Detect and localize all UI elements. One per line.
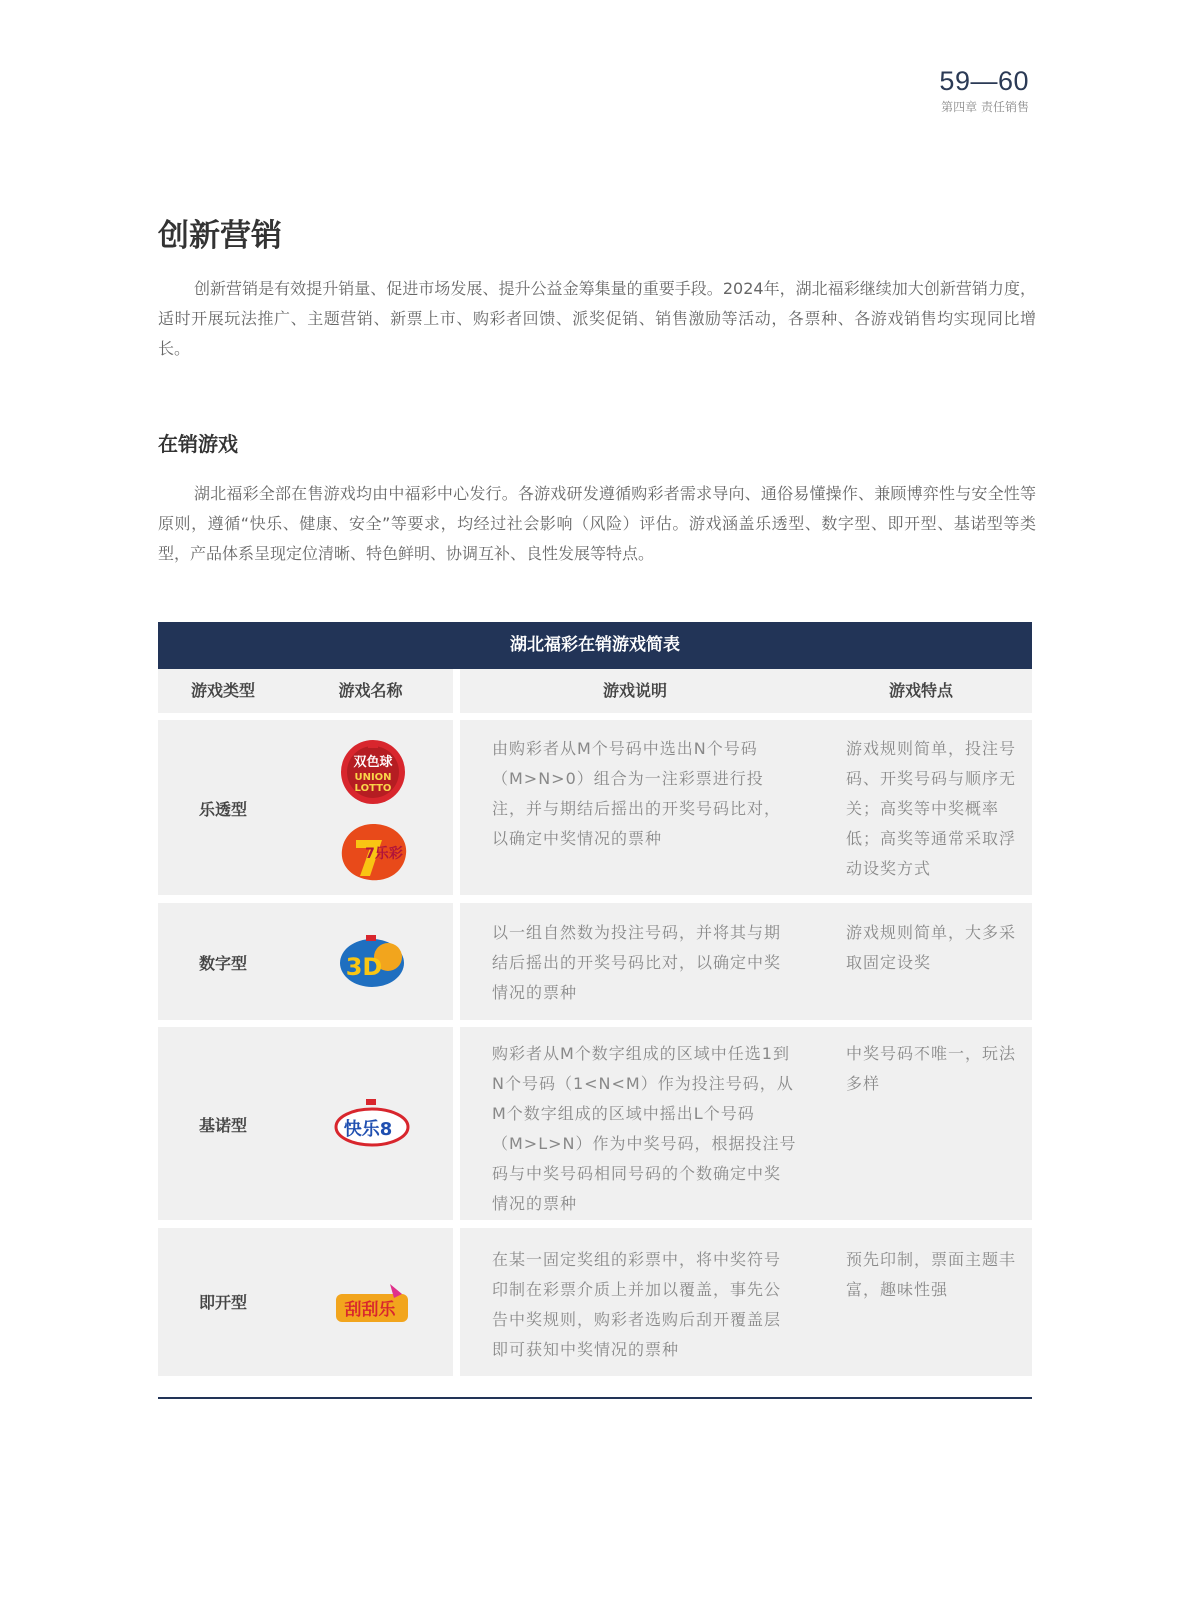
logo-text: 7乐彩 <box>365 846 403 862</box>
row-type: 即开型 <box>198 1293 247 1312</box>
logo-text: 刮刮乐 <box>344 1300 396 1320</box>
table-row <box>158 1027 1032 1220</box>
row-type: 基诺型 <box>198 1116 247 1135</box>
header-feature: 游戏特点 <box>810 669 1032 713</box>
row-description: 以一组自然数为投注号码，并将其与期结后摇出的开奖号码比对，以确定中奖情况的票种 <box>492 923 782 1002</box>
subsection-title: 在销游戏 <box>158 432 238 456</box>
qilecai-logo <box>336 820 410 884</box>
logo-text: 3D <box>345 953 383 981</box>
row-type: 数字型 <box>198 954 247 973</box>
3d-logo <box>336 931 408 991</box>
header-desc: 游戏说明 <box>460 669 810 713</box>
row-description: 购彩者从M个数字组成的区域中任选1到N个号码（1<N<M）作为投注号码，从M个数字组成的区域中摇出L个号码（M>L>N）作为中奖号码，根据投注号码与中奖号码相同号码的个数确定中奖情况的票种 <box>492 1044 797 1213</box>
logo-text: LOTTO <box>354 783 392 794</box>
section-intro: 创新营销是有效提升销量、促进市场发展、提升公益金筹集量的重要手段。2024年，湖北福彩继续加大创新营销力度，适时开展玩法推广、主题营销、新票上市、购彩者回馈、派奖促销、销售激励等活动，各票种、各游戏销售均实现同比增长。 <box>158 279 1036 358</box>
chapter-label: 第四章 责任销售 <box>941 100 1029 114</box>
page-numbers: 59—60 <box>939 66 1029 96</box>
page-number-block <box>939 66 1029 115</box>
subsection-body: 湖北福彩全部在售游戏均由中福彩中心发行。各游戏研发遵循购彩者需求导向、通俗易懂操作、兼顾博弈性与安全性等原则，遵循“快乐、健康、安全”等要求，均经过社会影响（风险）评估。游戏涵盖乐透型、数字型、即开型、基诺型等类型，产品体系呈现定位清晰、特色鲜明、协调互补、良性发展等特点。 <box>158 484 1036 563</box>
table-row <box>158 720 1032 895</box>
row-type: 乐透型 <box>198 800 247 819</box>
table-row <box>158 903 1032 1020</box>
logo-text: 快乐8 <box>343 1119 393 1140</box>
row-description: 在某一固定奖组的彩票中，将中奖符号印制在彩票介质上并加以覆盖，事先公告中奖规则，购彩者选购后刮开覆盖层即可获知中奖情况的票种 <box>492 1250 782 1359</box>
row-features: 预先印制，票面主题丰富，趣味性强 <box>846 1250 1017 1299</box>
row-features: 游戏规则简单，大多采取固定设奖 <box>846 923 1017 972</box>
row-description: 由购彩者从M个号码中选出N个号码（M>N>0）组合为一注彩票进行投注，并与期结后摇出的开奖号码比对，以确定中奖情况的票种 <box>492 739 782 848</box>
logo-text: 双色球 <box>353 755 393 770</box>
header-type: 游戏类型 <box>158 669 288 713</box>
table-bottom-rule <box>158 1397 1032 1399</box>
section-title: 创新营销 <box>158 218 282 254</box>
table-header <box>158 669 1032 713</box>
games-table <box>158 622 1032 1359</box>
logo-text: UNION <box>354 772 392 783</box>
kuaile8-logo <box>332 1097 412 1151</box>
guaguale-logo <box>332 1280 412 1330</box>
row-features: 中奖号码不唯一，玩法多样 <box>846 1044 1017 1093</box>
row-features: 游戏规则简单，投注号码、开奖号码与顺序无关；高奖等中奖概率低；高奖等通常采取浮动设奖方式 <box>846 739 1017 878</box>
header-name: 游戏名称 <box>288 669 453 713</box>
union-lotto-logo <box>338 736 408 806</box>
table-row <box>158 1228 1032 1376</box>
table-title: 湖北福彩在销游戏简表 <box>158 622 1032 669</box>
